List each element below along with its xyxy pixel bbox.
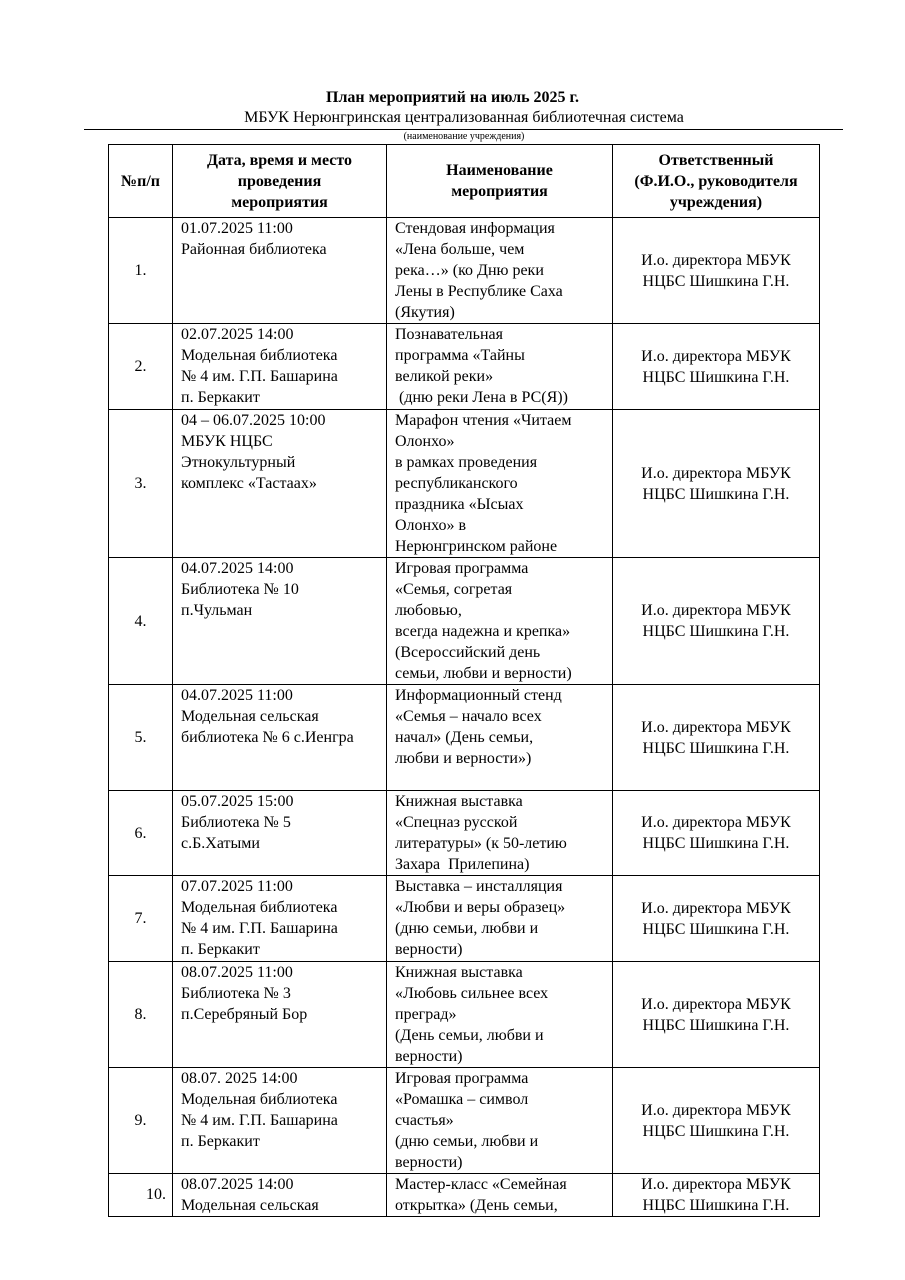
table-row xyxy=(109,218,820,324)
cell-line: №п/п xyxy=(121,172,160,190)
responsible-cell xyxy=(613,218,820,324)
cell-line: Ответственный xyxy=(658,151,774,169)
cell-line: Районная библиотека xyxy=(181,241,327,258)
cell-line: п.Серебряный Бор xyxy=(181,1006,308,1023)
cell-line: семьи, любви и верности) xyxy=(395,665,572,682)
cell-line: Книжная выставка xyxy=(395,793,523,810)
cell-line: Модельная библиотека xyxy=(181,347,338,364)
row-number: 2. xyxy=(109,324,173,410)
responsible-cell xyxy=(613,791,820,876)
cell-line: республиканского xyxy=(395,475,518,492)
date-place-cell xyxy=(173,1174,387,1217)
cell-line: (Ф.И.О., руководителя xyxy=(634,172,798,190)
cell-line: НЦБС Шишкина Г.Н. xyxy=(642,623,790,640)
table-row xyxy=(109,791,820,876)
cell-line: Нерюнгринском районе xyxy=(395,538,558,555)
cell-line: НЦБС Шишкина Г.Н. xyxy=(642,1016,790,1034)
cell-line: литературы» (к 50-летию xyxy=(395,835,567,852)
cell-line: начал» (День семьи, xyxy=(395,729,534,746)
cell-line: МБУК НЦБС xyxy=(181,433,273,450)
date-place-cell xyxy=(173,876,387,962)
cell-line: любовью, xyxy=(395,602,462,619)
cell-line: (Якутия) xyxy=(395,304,455,321)
cell-line: «Семья – начало всех xyxy=(395,708,542,725)
cell-line: Лены в Республике Саха xyxy=(395,283,563,300)
column-header-date-place xyxy=(173,145,387,218)
cell-line: НЦБС Шишкина Г.Н. xyxy=(642,835,790,852)
cell-line: 01.07.2025 11:00 xyxy=(181,220,293,237)
cell-line: комплекс «Тастаах» xyxy=(181,475,317,492)
cell-line: счастья» xyxy=(395,1112,454,1129)
cell-line: мероприятия xyxy=(231,193,328,211)
responsible-cell xyxy=(613,1174,820,1217)
event-name-cell xyxy=(387,218,613,324)
date-place-cell xyxy=(173,962,387,1068)
row-number: 4. xyxy=(109,558,173,685)
event-name-cell xyxy=(387,791,613,876)
responsible-cell xyxy=(613,685,820,791)
cell-line: И.о. директора МБУК xyxy=(641,899,791,917)
cell-line: «Любви и веры образец» xyxy=(395,899,566,916)
date-place-cell xyxy=(173,410,387,558)
cell-line: 02.07.2025 14:00 xyxy=(181,326,294,343)
row-number: 3. xyxy=(109,410,173,558)
cell-line: НЦБС Шишкина Г.Н. xyxy=(642,368,790,386)
cell-line: верности) xyxy=(395,1154,463,1171)
event-name-cell xyxy=(387,1174,613,1217)
cell-line: мероприятия xyxy=(451,183,548,200)
cell-line: И.о. директора МБУК xyxy=(641,347,791,365)
table-header-row xyxy=(109,145,820,218)
date-place-cell xyxy=(173,1068,387,1174)
date-place-cell xyxy=(173,558,387,685)
table-row xyxy=(109,410,820,558)
cell-line: «Спецназ русской xyxy=(395,814,518,831)
responsible-cell xyxy=(613,410,820,558)
cell-line: И.о. директора МБУК xyxy=(641,602,791,619)
cell-line: «Лена больше, чем xyxy=(395,241,525,258)
responsible-cell xyxy=(613,962,820,1068)
cell-line: № 4 им. Г.П. Башарина xyxy=(181,920,338,937)
cell-line: п.Чульман xyxy=(181,602,253,619)
cell-line: «Любовь сильнее всех xyxy=(395,985,549,1002)
cell-line: Этнокультурный xyxy=(181,454,296,471)
cell-line: И.о. директора МБУК xyxy=(641,464,791,482)
cell-line: (Всероссийский день xyxy=(395,644,541,661)
date-place-cell xyxy=(173,791,387,876)
cell-line: № 4 им. Г.П. Башарина xyxy=(181,368,338,385)
event-name-cell xyxy=(387,1068,613,1174)
cell-line: НЦБС Шишкина Г.Н. xyxy=(642,1197,790,1214)
cell-line: «Семья, согретая xyxy=(395,581,513,598)
table-row xyxy=(109,324,820,410)
cell-line: 04 – 06.07.2025 10:00 xyxy=(181,412,326,429)
cell-line: Мастер-класс «Семейная xyxy=(395,1176,567,1193)
organization-caption: (наименование учреждения) xyxy=(403,131,525,142)
cell-line: И.о. директора МБУК xyxy=(641,995,791,1013)
cell-line: Игровая программа xyxy=(395,560,529,577)
cell-line: 08.07. 2025 14:00 xyxy=(181,1070,298,1087)
organization-name: МБУК Нерюнгринская централизованная библиотечная система xyxy=(244,109,684,126)
event-name-cell xyxy=(387,962,613,1068)
cell-line: любви и верности») xyxy=(395,750,532,767)
cell-line: 08.07.2025 14:00 xyxy=(181,1176,294,1193)
responsible-cell xyxy=(613,324,820,410)
cell-line: 04.07.2025 11:00 xyxy=(181,687,293,704)
organization-underline xyxy=(84,129,843,130)
cell-line: Захара Прилепина) xyxy=(395,856,530,873)
cell-line: река…» (ко Дню реки xyxy=(395,262,544,279)
document-title: План мероприятий на июль 2025 г. xyxy=(326,89,579,106)
row-number: 1. xyxy=(109,218,173,324)
cell-line: Олонхо» в xyxy=(395,517,467,534)
table-row xyxy=(109,1174,820,1217)
cell-line: Выставка – инсталляция xyxy=(395,878,563,895)
cell-line: п. Беркакит xyxy=(181,941,260,958)
cell-line: И.о. директора МБУК xyxy=(641,1176,791,1193)
cell-line: И.о. директора МБУК xyxy=(641,251,791,269)
column-header-event-name xyxy=(387,145,613,218)
cell-line: 07.07.2025 11:00 xyxy=(181,878,293,895)
cell-line: преград» xyxy=(395,1006,457,1023)
date-place-cell xyxy=(173,685,387,791)
cell-line: Библиотека № 3 xyxy=(181,985,291,1002)
cell-line: программа «Тайны xyxy=(395,347,525,364)
row-number: 7. xyxy=(109,876,173,962)
event-name-cell xyxy=(387,876,613,962)
column-header-number xyxy=(109,145,173,218)
row-number: 6. xyxy=(109,791,173,876)
cell-line: Модельная сельская xyxy=(181,1197,319,1214)
row-number: 9. xyxy=(109,1068,173,1174)
event-name-cell xyxy=(387,558,613,685)
cell-line: И.о. директора МБУК xyxy=(641,718,791,736)
cell-line: Модельная библиотека xyxy=(181,899,338,916)
event-name-cell xyxy=(387,410,613,558)
cell-line: Марафон чтения «Читаем xyxy=(395,412,572,429)
cell-line: Дата, время и место xyxy=(206,151,352,169)
row-number: 10. xyxy=(109,1174,173,1217)
cell-line: в рамках проведения xyxy=(395,454,538,471)
cell-line: верности) xyxy=(395,1048,463,1065)
cell-line: п. Беркакит xyxy=(181,1133,260,1150)
events-table-body xyxy=(109,218,820,1217)
cell-line: Библиотека № 10 xyxy=(181,581,299,598)
row-number: 8. xyxy=(109,962,173,1068)
table-row xyxy=(109,558,820,685)
date-place-cell xyxy=(173,324,387,410)
cell-line: Библиотека № 5 xyxy=(181,814,291,831)
cell-line: (дню семьи, любви и xyxy=(395,1133,539,1150)
cell-line: Модельная сельская xyxy=(181,708,319,725)
cell-line: проведения xyxy=(237,172,322,190)
cell-line: (дню семьи, любви и xyxy=(395,920,539,937)
event-name-cell xyxy=(387,324,613,410)
cell-line: праздника «Ысыах xyxy=(395,496,524,513)
table-row xyxy=(109,962,820,1068)
date-place-cell xyxy=(173,218,387,324)
cell-line: Стендовая информация xyxy=(395,220,555,237)
cell-line: (дню реки Лена в РС(Я)) xyxy=(395,389,568,406)
cell-line: 04.07.2025 14:00 xyxy=(181,560,294,577)
cell-line: «Ромашка – символ xyxy=(395,1091,529,1108)
cell-line: учреждения) xyxy=(669,193,763,211)
cell-line: И.о. директора МБУК xyxy=(641,814,791,831)
responsible-cell xyxy=(613,876,820,962)
cell-line: с.Б.Хатыми xyxy=(181,835,260,852)
cell-line: всегда надежна и крепка» xyxy=(395,623,571,640)
column-header-responsible xyxy=(613,145,820,218)
cell-line: № 4 им. Г.П. Башарина xyxy=(181,1112,338,1129)
cell-line: открытка» (День семьи, xyxy=(395,1197,558,1214)
events-table xyxy=(108,144,820,1217)
table-row xyxy=(109,1068,820,1174)
cell-line: НЦБС Шишкина Г.Н. xyxy=(642,1122,790,1140)
cell-line: НЦБС Шишкина Г.Н. xyxy=(642,485,790,503)
cell-line: (День семьи, любви и xyxy=(395,1027,544,1044)
cell-line: Информационный стенд xyxy=(395,687,562,704)
cell-line: Наименование xyxy=(446,162,553,179)
responsible-cell xyxy=(613,1068,820,1174)
cell-line: великой реки» xyxy=(395,368,494,385)
cell-line: Олонхо» xyxy=(395,433,455,450)
cell-line: 05.07.2025 15:00 xyxy=(181,793,294,810)
responsible-cell xyxy=(613,558,820,685)
cell-line: Модельная библиотека xyxy=(181,1091,338,1108)
cell-line: 08.07.2025 11:00 xyxy=(181,964,293,981)
cell-line: НЦБС Шишкина Г.Н. xyxy=(642,272,790,290)
cell-line: И.о. директора МБУК xyxy=(641,1101,791,1119)
cell-line: верности) xyxy=(395,941,463,958)
cell-line: Познавательная xyxy=(395,326,503,343)
table-row xyxy=(109,876,820,962)
row-number: 5. xyxy=(109,685,173,791)
cell-line: п. Беркакит xyxy=(181,389,260,406)
cell-line: НЦБС Шишкина Г.Н. xyxy=(642,739,790,757)
cell-line: Игровая программа xyxy=(395,1070,529,1087)
table-row xyxy=(109,685,820,791)
event-name-cell xyxy=(387,685,613,791)
cell-line: Книжная выставка xyxy=(395,964,523,981)
cell-line: НЦБС Шишкина Г.Н. xyxy=(642,920,790,938)
cell-line: библиотека № 6 с.Иенгра xyxy=(181,729,354,746)
